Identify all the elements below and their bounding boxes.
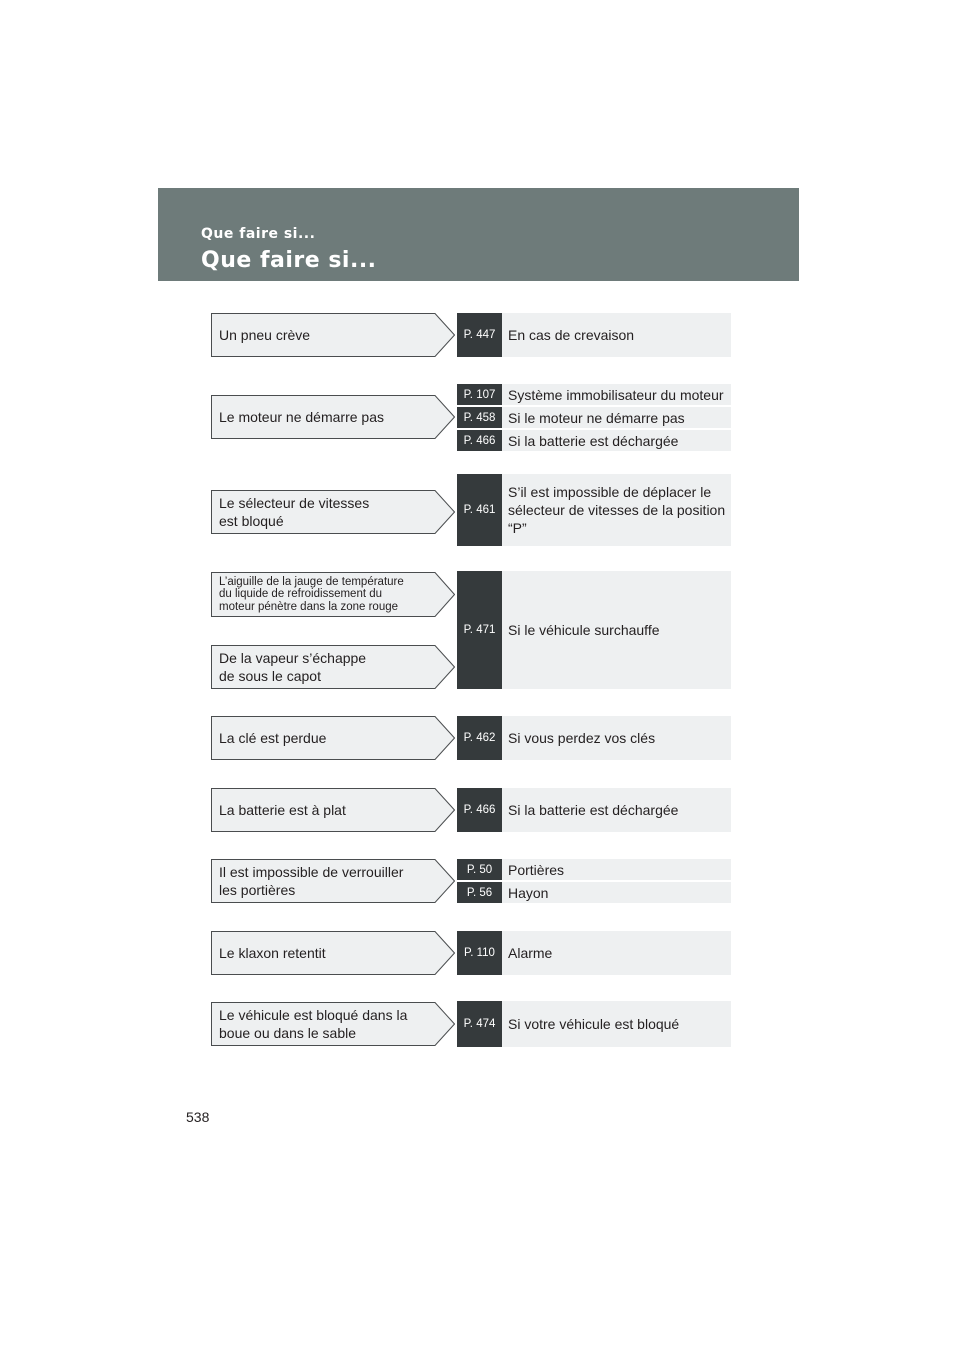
page-reference[interactable]: P. 50 [457,859,502,880]
reference-row [457,931,731,975]
cause-box [211,645,455,689]
page-reference[interactable]: P. 466 [457,788,502,832]
reference-row [457,571,731,689]
reference-text: Si la batterie est déchargée [508,432,679,449]
reference-text: S’il est impossible de déplacer le sélecteur de vitesses de la position “P” [508,484,726,536]
cause-box [211,931,455,975]
page-reference[interactable]: P. 110 [457,931,502,975]
reference-text: Hayon [508,884,549,901]
cause-text: Le véhicule est bloqué dans la boue ou dans le sable [219,1007,408,1041]
reference-text: Système immobilisateur du moteur [508,386,724,403]
cause-box [211,716,455,760]
page-reference[interactable]: P. 471 [457,571,502,689]
page-reference[interactable]: P. 107 [457,384,502,405]
reference-row [457,788,731,832]
page-reference[interactable]: P. 462 [457,716,502,760]
cause-text: Le moteur ne démarre pas [219,409,384,425]
cause-box [211,859,455,903]
cause-box [211,313,455,357]
page-title: Que faire si... [201,248,377,273]
cause-text: La clé est perdue [219,730,327,746]
reference-row [457,1001,731,1047]
cause-text: De la vapeur s’échappe de sous le capot [219,650,367,684]
cause-text: L’aiguille de la jauge de température du liquide de refroidissement du moteur pénètre dans la zone rouge [219,575,404,613]
page-reference[interactable]: P. 474 [457,1001,502,1047]
reference-text: Si votre véhicule est bloqué [508,1016,680,1032]
section-header [158,188,799,281]
page-reference[interactable]: P. 461 [457,474,502,546]
reference-row [457,474,731,546]
reference-row [457,882,731,903]
cause-text: Le sélecteur de vitesses est bloqué [219,495,370,529]
reference-text: En cas de crevaison [508,327,635,343]
cause-text: Il est impossible de verrouiller les portières [219,864,404,898]
reference-row [457,384,731,405]
reference-text: Si la batterie est déchargée [508,802,679,818]
page-reference[interactable]: P. 458 [457,407,502,428]
reference-text: Si vous perdez vos clés [508,730,656,746]
page-reference[interactable]: P. 447 [457,313,502,357]
reference-row [457,313,731,357]
section-label: Que faire si... [201,226,316,242]
cause-box [211,572,455,617]
page-number: 538 [186,1109,210,1125]
reference-text: Si le véhicule surchauffe [508,622,660,638]
cause-box [211,395,455,439]
reference-row [457,716,731,760]
cause-text: La batterie est à plat [219,802,346,818]
reference-text: Alarme [508,945,553,961]
cause-text: Un pneu crève [219,327,311,343]
cause-box [211,788,455,832]
cause-box [211,490,455,534]
reference-text: Portières [508,861,565,878]
cause-box [211,1002,455,1046]
reference-text: Si le moteur ne démarre pas [508,409,685,426]
page-reference[interactable]: P. 466 [457,430,502,451]
reference-row [457,859,731,880]
cause-text: Le klaxon retentit [219,945,326,961]
reference-row [457,407,731,428]
reference-row [457,430,731,451]
page-reference[interactable]: P. 56 [457,882,502,903]
